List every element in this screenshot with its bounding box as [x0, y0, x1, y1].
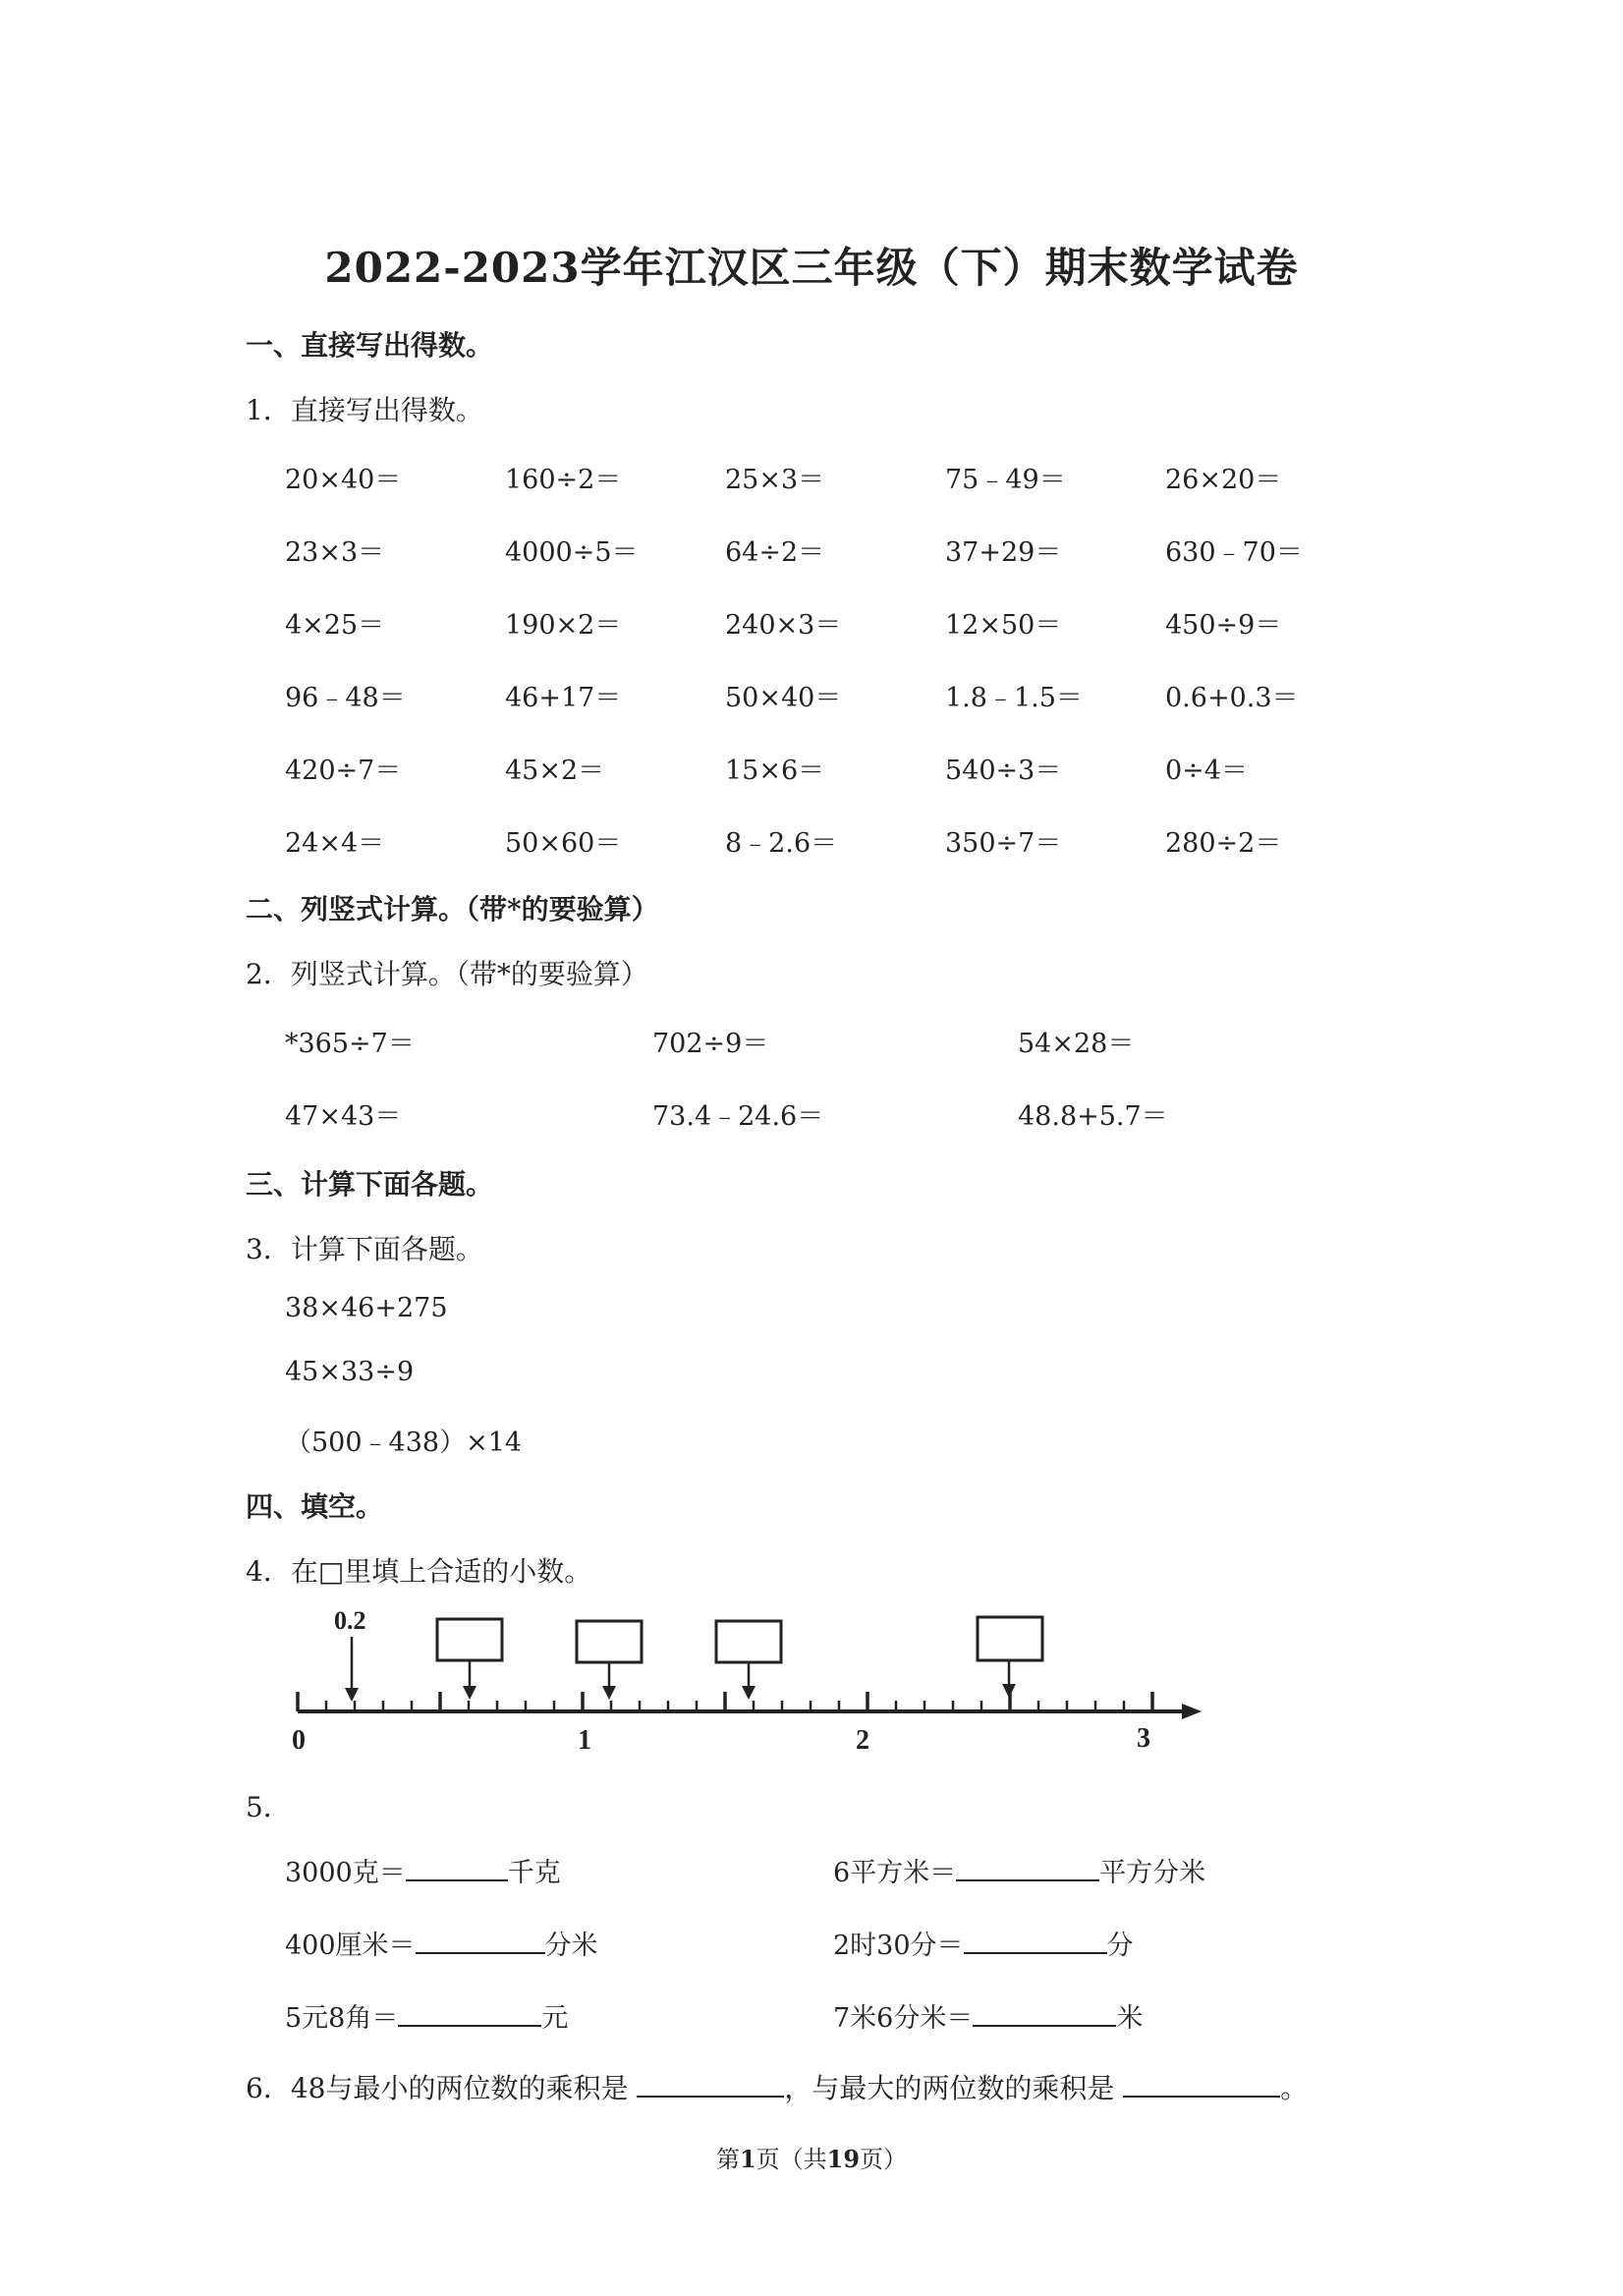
- arith-item: 24×4＝: [285, 828, 385, 859]
- arith-item: 350÷7＝: [945, 828, 1062, 859]
- calc-item: 48.8+5.7＝: [1018, 1101, 1168, 1132]
- answer-blank[interactable]: [398, 1999, 541, 2027]
- tick-label-2: 2: [856, 1725, 869, 1756]
- conversion-left: 3000克＝: [285, 1858, 406, 1888]
- marker-arrowhead: [345, 1688, 359, 1702]
- arith-item: 160÷2＝: [505, 465, 622, 495]
- footer-middle: 页（共: [756, 2146, 827, 2173]
- answer-box-4: [978, 1617, 1042, 1698]
- arith-item: 75﹣49＝: [945, 465, 1066, 495]
- conversion-left: 2时30分＝: [833, 1931, 964, 1961]
- arith-item: 37+29＝: [945, 537, 1062, 568]
- arith-item: 190×2＝: [505, 610, 622, 641]
- arith-item: 46+17＝: [505, 683, 622, 713]
- arith-item: 26×20＝: [1165, 465, 1282, 495]
- answer-blank[interactable]: [956, 1854, 1099, 1881]
- conversion-left: 5元8角＝: [285, 2003, 399, 2034]
- conversion-left: 6平方米＝: [833, 1858, 957, 1888]
- arith-item: 8﹣2.6＝: [725, 828, 838, 859]
- q6-text-1: 6．48与最小的两位数的乘积是: [246, 2072, 629, 2104]
- expression-item: 38×46+275: [285, 1293, 448, 1323]
- axis-arrowhead: [1182, 1704, 1202, 1719]
- tick-label-3: 3: [1137, 1723, 1150, 1754]
- arith-item: 540÷3＝: [945, 756, 1062, 786]
- question-2: 2．列竖式计算。（带*的要验算）: [246, 958, 648, 990]
- conversion-item: [285, 1996, 568, 2035]
- conversion-item: [833, 1851, 1205, 1889]
- footer-suffix: 页）: [860, 2146, 908, 2173]
- answer-box-3: [716, 1621, 781, 1700]
- arith-item: 4×25＝: [285, 610, 385, 641]
- arith-item: 240×3＝: [725, 610, 842, 641]
- conversion-unit: 分: [1106, 1931, 1134, 1961]
- arith-item: 50×40＝: [725, 683, 842, 713]
- conversion-item: [285, 1924, 598, 1962]
- conversion-unit: 元: [541, 2003, 569, 2034]
- expression-item: 45×33÷9: [285, 1357, 415, 1387]
- arith-item: 450÷9＝: [1165, 610, 1282, 641]
- arith-item: 64÷2＝: [725, 537, 825, 568]
- conversion-unit: 米: [1116, 2003, 1144, 2034]
- calc-item: 47×43＝: [285, 1101, 402, 1132]
- conversion-unit: 分米: [544, 1931, 598, 1961]
- answer-box: [437, 1619, 502, 1660]
- footer-page-number: 1: [739, 2145, 756, 2173]
- section-heading-3: 三、计算下面各题。: [246, 1168, 494, 1201]
- question-3: 3．计算下面各题。: [246, 1233, 483, 1265]
- arith-item: 23×3＝: [285, 537, 385, 568]
- number-line-ticks: [298, 1692, 1152, 1711]
- expression-item: （500﹣438）×14: [285, 1428, 523, 1458]
- section-heading-2: 二、列竖式计算。（带*的要验算）: [246, 893, 659, 925]
- conversion-left: 7米6分米＝: [833, 2003, 974, 2034]
- arith-item: 50×60＝: [505, 828, 622, 859]
- section-heading-1: 一、直接写出得数。: [246, 329, 494, 362]
- conversion-unit: 平方分米: [1099, 1858, 1206, 1888]
- arith-item: 0÷4＝: [1165, 756, 1248, 786]
- answer-blank[interactable]: [964, 1927, 1107, 1954]
- arith-item: 96﹣48＝: [285, 683, 406, 713]
- question-1: 1．直接写出得数。: [246, 394, 483, 426]
- arith-item: 630﹣70＝: [1165, 537, 1303, 568]
- arith-item: 0.6+0.3＝: [1165, 683, 1299, 713]
- answer-blank[interactable]: [1123, 2070, 1280, 2098]
- section-heading-4: 四、填空。: [246, 1490, 384, 1523]
- answer-box-1: [437, 1619, 502, 1700]
- conversion-item: [285, 1851, 561, 1889]
- arith-item: 420÷7＝: [285, 756, 402, 786]
- number-line-figure: [280, 1601, 1223, 1768]
- answer-blank[interactable]: [416, 1927, 545, 1954]
- calc-item: 73.4﹣24.6＝: [652, 1101, 824, 1132]
- arith-item: 25×3＝: [725, 465, 825, 495]
- arith-item: 15×6＝: [725, 756, 825, 786]
- arith-item: 20×40＝: [285, 465, 402, 495]
- answer-blank[interactable]: [637, 2070, 784, 2098]
- q6-text-2: ，与最大的两位数的乘积是: [784, 2072, 1115, 2104]
- conversion-left: 400厘米＝: [285, 1931, 416, 1961]
- arith-item: 1.8﹣1.5＝: [945, 683, 1083, 713]
- answer-blank[interactable]: [973, 1999, 1116, 2027]
- tick-label-0: 0: [292, 1725, 306, 1756]
- conversion-unit: 千克: [507, 1858, 561, 1888]
- arith-item: 45×2＝: [505, 756, 605, 786]
- answer-box: [978, 1617, 1042, 1660]
- conversion-item: [833, 1996, 1143, 2035]
- answer-box: [577, 1621, 642, 1662]
- calc-item: *365÷7＝: [285, 1029, 415, 1059]
- page-title: 2022-2023学年江汉区三年级（下）期末数学试卷: [324, 244, 1299, 292]
- answer-box: [716, 1621, 781, 1662]
- answer-blank[interactable]: [406, 1854, 508, 1881]
- answer-box-2: [577, 1621, 642, 1700]
- tick-label-1: 1: [578, 1725, 591, 1756]
- calc-item: 54×28＝: [1018, 1029, 1135, 1059]
- question-4: 4．在□里填上合适的小数。: [246, 1555, 592, 1588]
- page-footer: [0, 2140, 1623, 2174]
- arith-item: 280÷2＝: [1165, 828, 1282, 859]
- conversion-item: [833, 1924, 1134, 1962]
- arith-item: 4000÷5＝: [505, 537, 639, 568]
- question-5: 5．: [246, 1791, 291, 1823]
- marker-label: 0.2: [334, 1606, 366, 1635]
- arith-item: 12×50＝: [945, 610, 1062, 641]
- q6-text-3: 。: [1280, 2072, 1309, 2104]
- calc-item: 702÷9＝: [652, 1029, 769, 1059]
- footer-prefix: 第: [715, 2146, 740, 2173]
- footer-total-pages: 19: [826, 2145, 861, 2173]
- question-6: [246, 2067, 1308, 2106]
